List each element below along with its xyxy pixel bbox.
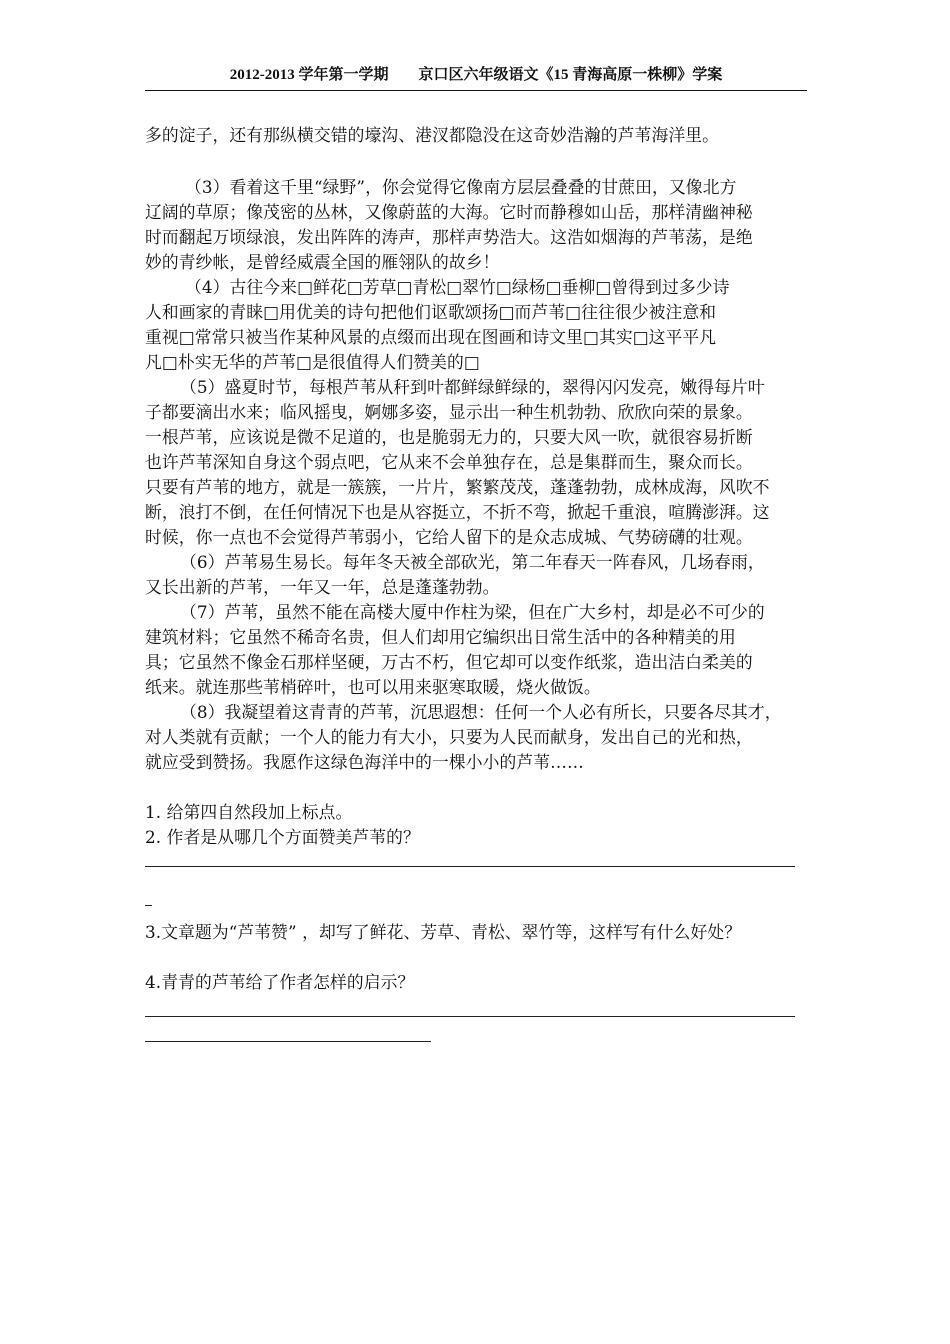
paragraph-8-start: （8）我凝望着这青青的芦苇，沉思遐想：任何一个人必有所长，只要各尽其才， [180, 702, 782, 722]
passage-line: 时而翻起万顷绿浪，发出阵阵的涛声，那样声势浩大。这浩如烟海的芦苇荡，是绝 [145, 227, 753, 247]
question-3: 3.文章题为“芦苇赞” ，却写了鲜花、芳草、青松、翠竹等，这样写有什么好处？ [145, 922, 742, 942]
passage-line: 建筑材料；它虽然不稀奇名贵，但人们却用它编织出日常生活中的各种精美的用 [145, 627, 736, 647]
passage-line: 妙的青纱帐，是曾经威震全国的雁翎队的故乡！ [145, 252, 500, 272]
page-header: 2012-2013 学年第一学期 京口区六年级语文《15 青海高原一株柳》学案 [145, 64, 807, 91]
passage-line: 只要有芦苇的地方，就是一簇簇，一片片，繁繁茂茂，蓬蓬勃勃，成林成海，风吹不 [145, 477, 770, 497]
question-2: 2. 作者是从哪几个方面赞美芦苇的？ [145, 827, 420, 847]
paragraph-7-start: （7）芦苇，虽然不能在高楼大厦中作柱为梁，但在广大乡村，却是必不可少的 [180, 602, 765, 622]
passage-line: 又长出新的芦苇，一年又一年，总是蓬蓬勃勃。 [145, 577, 500, 597]
passage-line: 时候，你一点也不会觉得芦苇弱小，它给人留下的是众志成城、气势磅礴的壮观。 [145, 527, 753, 547]
passage-line: 人和画家的青睐□用优美的诗句把他们讴歌颂扬□而芦苇□往往很少被注意和 [145, 302, 717, 322]
paragraph-4-start: （4）古往今来□鲜花□芳草□青松□翠竹□绿杨□垂柳□曾得到过多少诗 [185, 277, 730, 297]
question-4: 4.青青的芦苇给了作者怎样的启示？ [145, 972, 415, 992]
answer-line[interactable] [145, 1041, 431, 1042]
passage-line: 就应受到赞扬。我愿作这绿色海洋中的一棵小小的芦苇…… [145, 752, 584, 772]
paragraph-5-start: （5）盛夏时节，每根芦苇从秆到叶都鲜绿鲜绿的，翠得闪闪发亮，嫩得每片叶 [180, 377, 765, 397]
passage-line: 子都要滴出水来；临风摇曳，婀娜多姿，显示出一种生机勃勃、欣欣向荣的景象。 [145, 402, 753, 422]
passage-line: 也许芦苇深知自身这个弱点吧，它从来不会单独存在，总是集群而生，聚众而长。 [145, 452, 753, 472]
answer-line[interactable] [145, 1016, 795, 1017]
answer-line[interactable] [145, 866, 795, 867]
answer-line-continuation[interactable] [145, 905, 152, 906]
paragraph-6-start: （6）芦苇易生易长。每年冬天被全部砍光，第二年春天一阵春风，几场春雨， [180, 552, 765, 572]
question-1: 1. 给第四自然段加上标点。 [145, 802, 353, 822]
passage-line: 纸来。就连那些苇梢碎叶，也可以用来驱寒取暖，烧火做饭。 [145, 677, 601, 697]
passage-line: 凡□朴实无华的芦苇□是很值得人们赞美的□ [145, 352, 480, 372]
passage-line: 辽阔的草原；像茂密的丛林，又像蔚蓝的大海。它时而静穆如山岳，那样清幽神秘 [145, 202, 753, 222]
passage-line: 对人类就有贡献；一个人的能力有大小，只要为人民而献身，发出自己的光和热， [145, 727, 753, 747]
passage-line: 多的淀子，还有那纵横交错的壕沟、港汊都隐没在这奇妙浩瀚的芦苇海洋里。 [145, 125, 719, 145]
passage-line: 一根芦苇，应该说是微不足道的，也是脆弱无力的，只要大风一吹，就很容易折断 [145, 427, 753, 447]
passage-line: 重视□常常只被当作某种风景的点缀而出现在图画和诗文里□其实□这平平凡 [145, 327, 717, 347]
passage-line: 断，浪打不倒，在任何情况下也是从容挺立，不折不弯，掀起千重浪，喧腾澎湃。这 [145, 502, 770, 522]
paragraph-3-start: （3）看着这千里“绿野”，你会觉得它像南方层层叠叠的甘蔗田，又像北方 [185, 177, 737, 197]
passage-line: 具；它虽然不像金石那样坚硬，万古不朽，但它却可以变作纸浆，造出洁白柔美的 [145, 652, 753, 672]
